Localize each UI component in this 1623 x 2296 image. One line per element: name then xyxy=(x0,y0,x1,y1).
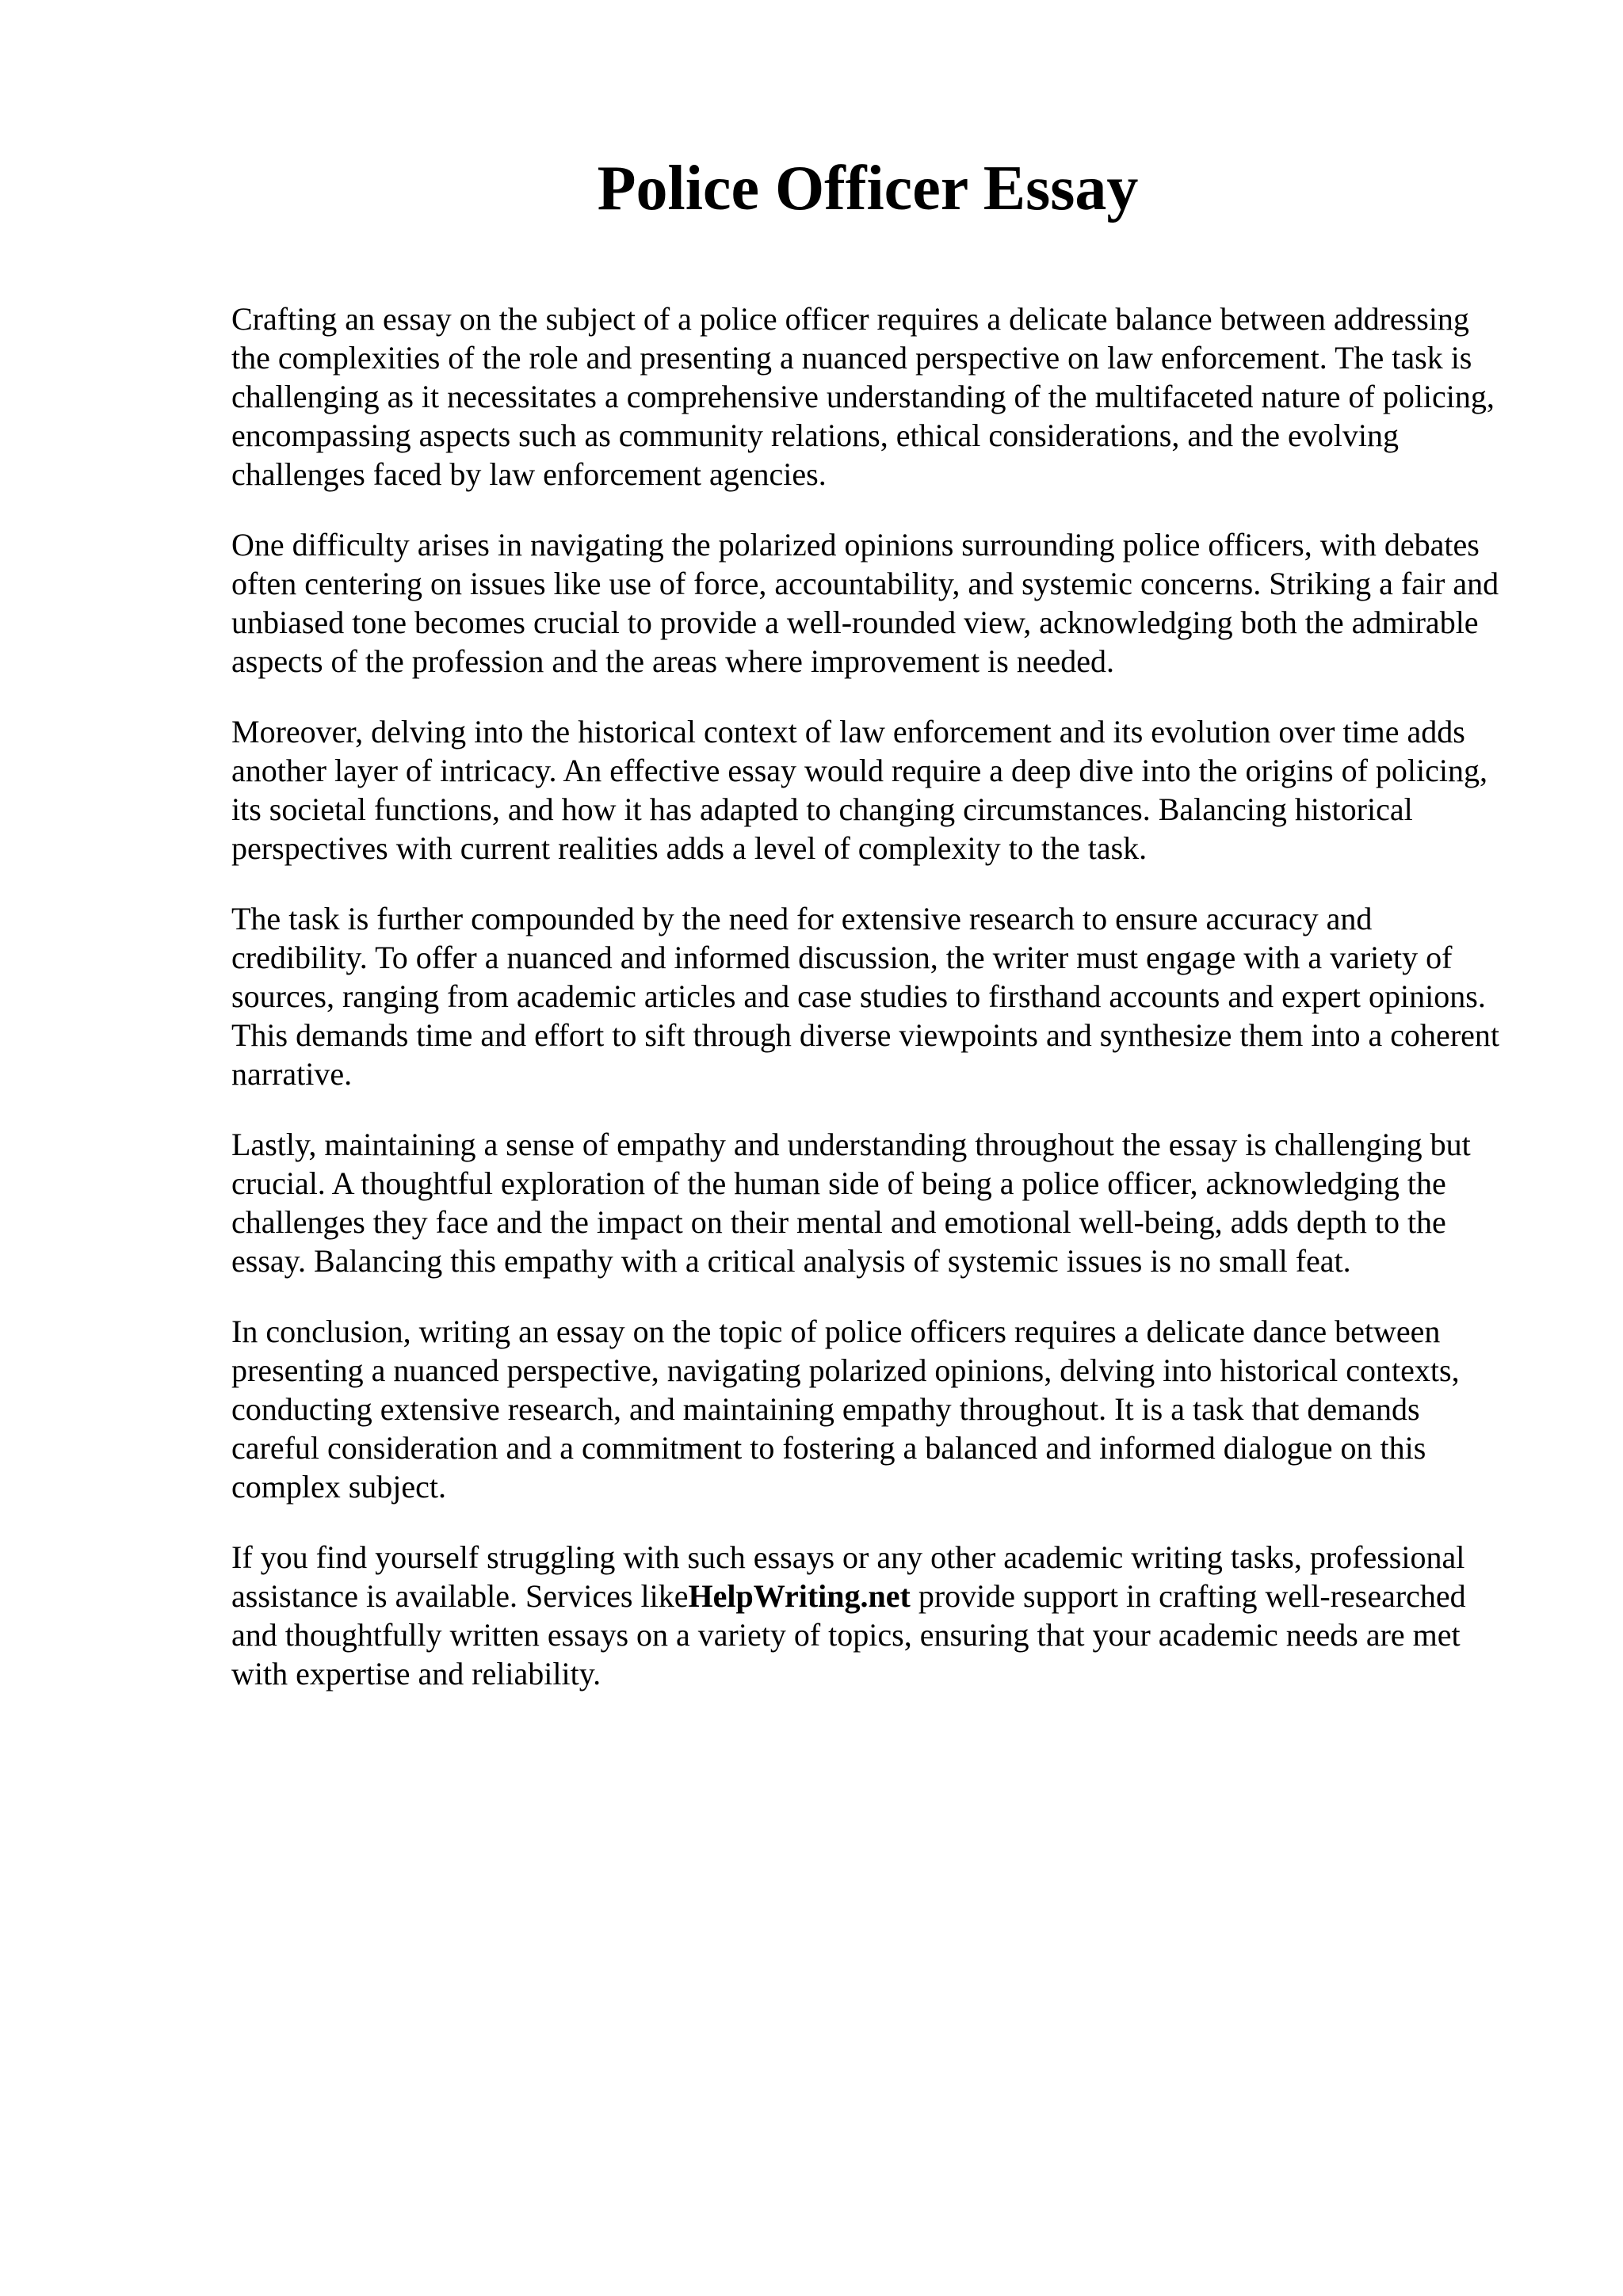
paragraph-6: In conclusion, writing an essay on the topic of police officers requires a delicate dance between presenting a nuanced perspective, navigating polarized opinions, delving into historical contexts, conducting extensive research, and maintaining empathy throughout. It is a task that demands careful consideration and a commitment to fostering a balanced and informed dialogue on this complex subject. xyxy=(231,1314,1460,1505)
paragraph-2: One difficulty arises in navigating the polarized opinions surrounding police officers, with debates often centering on issues like use of force, accountability, and systemic concerns. Striking a fair and unbiased tone becomes crucial to provide a well-rounded view, acknowledging both the admirable aspects of the profession and the areas where improvement is needed. xyxy=(231,527,1499,679)
paragraph-5: Lastly, maintaining a sense of empathy and understanding throughout the essay is challenging but crucial. A thoughtful exploration of the human side of being a police officer, acknowledging the challenges they face and the impact on their mental and emotional well-being, adds depth to the essay. Balancing this empathy with a critical analysis of systemic issues is no small feat. xyxy=(231,1127,1471,1279)
closing-text-before: If you find yourself struggling with such essays or any other academic writing tasks, professional assistance is available. Services like xyxy=(231,1539,1465,1614)
essay-body xyxy=(231,299,1515,1725)
closing-text-after: provide support in crafting well-researched and thoughtfully written essays on a variety of topics, ensuring that your academic needs are met with expertise and reliability. xyxy=(231,1578,1466,1691)
paragraph-3: Moreover, delving into the historical context of law enforcement and its evolution over time adds another layer of intricacy. An effective essay would require a deep dive into the origins of policing, its societal functions, and how it has adapted to changing circumstances. Balancing historical perspectives with current realities adds a level of complexity to the task. xyxy=(231,714,1488,866)
paragraph-1: Crafting an essay on the subject of a police officer requires a delicate balance between addressing the complexities of the role and presenting a nuanced perspective on law enforcement. The task is challenging as it necessitates a comprehensive understanding of the multifaceted nature of policing, encompassing aspects such as community relations, ethical considerations, and the evolving challenges faced by law enforcement agencies. xyxy=(231,301,1495,492)
paragraph-4: The task is further compounded by the need for extensive research to ensure accuracy and credibility. To offer a nuanced and informed discussion, the writer must engage with a variety of sources, ranging from academic articles and case studies to firsthand accounts and expert opinions. This demands time and effort to sift through diverse viewpoints and synthesize them into a coherent narrative. xyxy=(231,901,1499,1092)
page-title: Police Officer Essay xyxy=(597,154,1139,223)
closing-paragraph xyxy=(231,1538,1515,1693)
helpwriting-link[interactable]: HelpWriting.net xyxy=(688,1578,911,1614)
